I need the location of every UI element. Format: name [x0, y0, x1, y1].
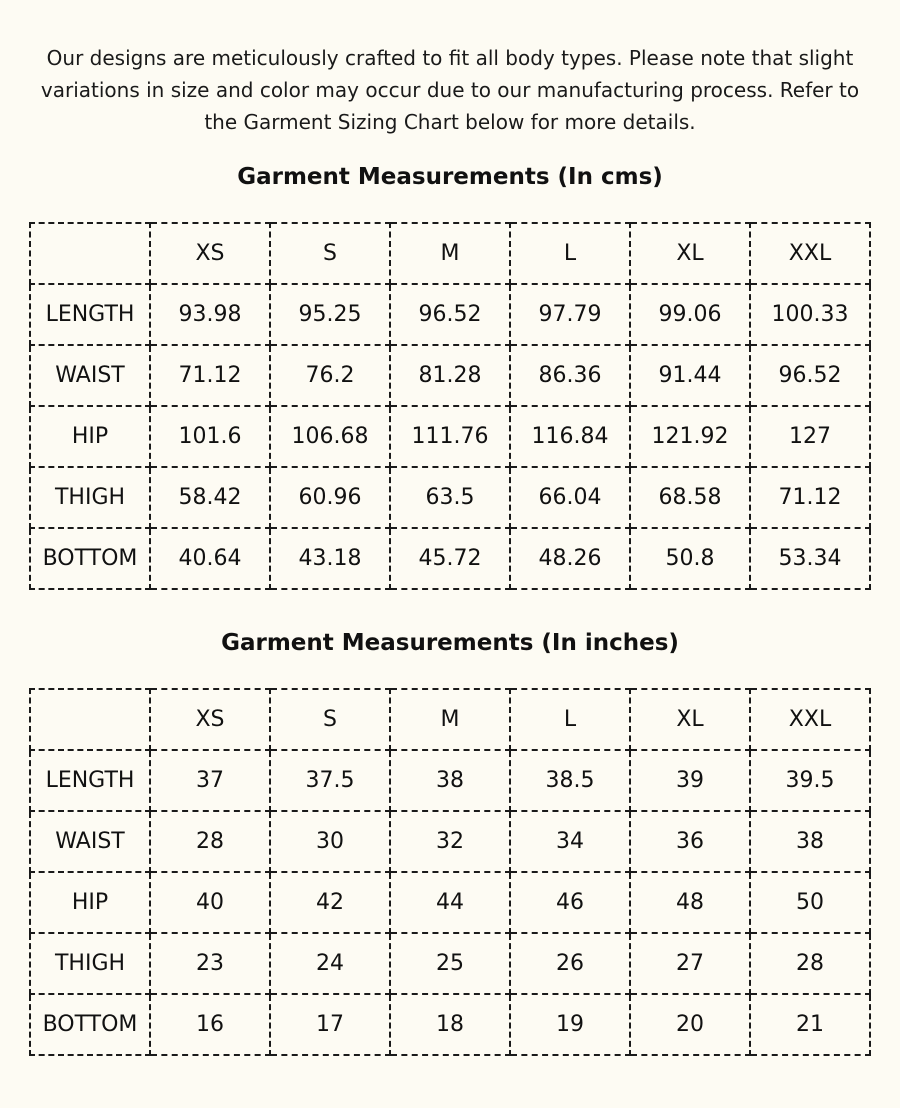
measurement-value-cell: 36 [630, 811, 750, 872]
measurement-value-cell: 20 [630, 994, 750, 1055]
table-row [30, 872, 870, 933]
intro-line: variations in size and color may occur due to our manufacturing process. Refer to [40, 78, 860, 102]
measurement-value-cell: 50 [750, 872, 870, 933]
measurement-value-cell: 32 [390, 811, 510, 872]
size-header-cell: XS [150, 223, 270, 284]
measurement-value-cell: 50.8 [630, 528, 750, 589]
intro-line: Our designs are meticulously crafted to fit all body types. Please note that slight [46, 46, 854, 70]
measurement-value-cell: 44 [390, 872, 510, 933]
measurement-value-cell: 101.6 [150, 406, 270, 467]
measurement-value-cell: 97.79 [510, 284, 630, 345]
size-header-cell: XL [630, 223, 750, 284]
measurement-value-cell: 16 [150, 994, 270, 1055]
measurement-value-cell: 17 [270, 994, 390, 1055]
table-row [30, 284, 870, 345]
measurement-value-cell: 99.06 [630, 284, 750, 345]
measurement-label-cell: WAIST [30, 811, 150, 872]
measurement-value-cell: 21 [750, 994, 870, 1055]
size-header-cell: L [510, 223, 630, 284]
measurement-value-cell: 26 [510, 933, 630, 994]
corner-cell [30, 689, 150, 750]
measurement-value-cell: 30 [270, 811, 390, 872]
measurement-value-cell: 106.68 [270, 406, 390, 467]
measurement-value-cell: 40.64 [150, 528, 270, 589]
measurement-value-cell: 19 [510, 994, 630, 1055]
measurement-value-cell: 66.04 [510, 467, 630, 528]
measurement-value-cell: 68.58 [630, 467, 750, 528]
measurement-label-cell: HIP [30, 872, 150, 933]
table-row [30, 933, 870, 994]
measurement-value-cell: 28 [150, 811, 270, 872]
size-header-cell: S [270, 223, 390, 284]
size-header-cell: M [390, 689, 510, 750]
measurement-value-cell: 23 [150, 933, 270, 994]
intro-text [40, 42, 860, 138]
measurement-value-cell: 18 [390, 994, 510, 1055]
measurement-value-cell: 45.72 [390, 528, 510, 589]
table-row [30, 406, 870, 467]
measurement-value-cell: 37.5 [270, 750, 390, 811]
inches-table-title: Garment Measurements (In inches) [221, 630, 679, 656]
measurement-label-cell: BOTTOM [30, 528, 150, 589]
size-header-cell: XXL [750, 223, 870, 284]
measurement-value-cell: 95.25 [270, 284, 390, 345]
measurement-label-cell: THIGH [30, 933, 150, 994]
header-row [30, 223, 870, 284]
measurement-value-cell: 60.96 [270, 467, 390, 528]
table-row [30, 811, 870, 872]
measurement-value-cell: 48 [630, 872, 750, 933]
measurement-value-cell: 93.98 [150, 284, 270, 345]
table-row [30, 345, 870, 406]
measurement-value-cell: 39 [630, 750, 750, 811]
measurement-value-cell: 71.12 [150, 345, 270, 406]
measurement-value-cell: 58.42 [150, 467, 270, 528]
corner-cell [30, 223, 150, 284]
measurement-value-cell: 121.92 [630, 406, 750, 467]
cms-measurements-table [29, 222, 871, 590]
measurement-value-cell: 127 [750, 406, 870, 467]
measurement-value-cell: 48.26 [510, 528, 630, 589]
size-header-cell: M [390, 223, 510, 284]
measurement-value-cell: 28 [750, 933, 870, 994]
size-header-cell: L [510, 689, 630, 750]
cms-table-title: Garment Measurements (In cms) [237, 164, 663, 190]
measurement-value-cell: 38 [750, 811, 870, 872]
table-row [30, 528, 870, 589]
size-header-cell: XL [630, 689, 750, 750]
measurement-value-cell: 46 [510, 872, 630, 933]
measurement-label-cell: LENGTH [30, 750, 150, 811]
measurement-value-cell: 81.28 [390, 345, 510, 406]
measurement-value-cell: 53.34 [750, 528, 870, 589]
measurement-value-cell: 38 [390, 750, 510, 811]
measurement-label-cell: BOTTOM [30, 994, 150, 1055]
measurement-value-cell: 24 [270, 933, 390, 994]
measurement-label-cell: LENGTH [30, 284, 150, 345]
measurement-value-cell: 96.52 [750, 345, 870, 406]
header-row [30, 689, 870, 750]
measurement-value-cell: 86.36 [510, 345, 630, 406]
measurement-label-cell: HIP [30, 406, 150, 467]
measurement-value-cell: 37 [150, 750, 270, 811]
measurement-label-cell: THIGH [30, 467, 150, 528]
measurement-value-cell: 25 [390, 933, 510, 994]
intro-line: the Garment Sizing Chart below for more details. [204, 110, 696, 134]
measurement-value-cell: 100.33 [750, 284, 870, 345]
inches-measurements-table [29, 688, 871, 1056]
measurement-value-cell: 76.2 [270, 345, 390, 406]
measurement-value-cell: 111.76 [390, 406, 510, 467]
measurement-value-cell: 27 [630, 933, 750, 994]
measurement-value-cell: 71.12 [750, 467, 870, 528]
table-row [30, 994, 870, 1055]
measurement-value-cell: 34 [510, 811, 630, 872]
measurement-value-cell: 39.5 [750, 750, 870, 811]
measurement-value-cell: 42 [270, 872, 390, 933]
size-header-cell: XXL [750, 689, 870, 750]
measurement-value-cell: 38.5 [510, 750, 630, 811]
measurement-value-cell: 91.44 [630, 345, 750, 406]
measurement-label-cell: WAIST [30, 345, 150, 406]
table-row [30, 467, 870, 528]
table-row [30, 750, 870, 811]
size-header-cell: S [270, 689, 390, 750]
measurement-value-cell: 96.52 [390, 284, 510, 345]
measurement-value-cell: 40 [150, 872, 270, 933]
measurement-value-cell: 43.18 [270, 528, 390, 589]
size-header-cell: XS [150, 689, 270, 750]
measurement-value-cell: 63.5 [390, 467, 510, 528]
measurement-value-cell: 116.84 [510, 406, 630, 467]
